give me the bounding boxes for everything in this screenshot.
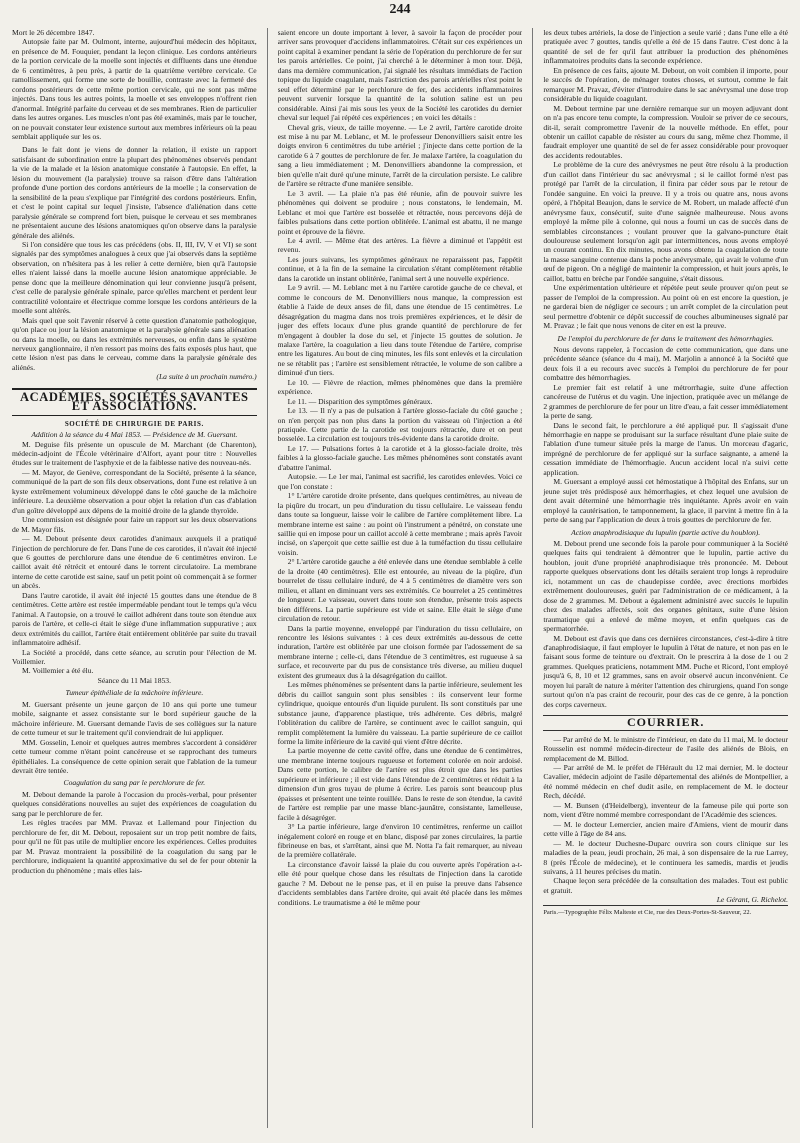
paragraph: — M. le docteur Lemercier, ancien maire d'Amiens, vient de mourir dans cette ville à l'âge de 84 ans. [543, 819, 788, 839]
courrier-heading: COURRIER. [543, 715, 788, 730]
paragraph: La circonstance d'avoir laissé la plaie du cou ouverte après l'opération a-t-elle été pour quelque chose dans les résultats de l'injection dans la carotide gauche ? M. Debout ne le pense pas, et il en puise la preuve dans l'absence d'accidents semblables dans l'artère droite, qui avait été placée dans les mêmes conditions. Le traumatisme a été le même pour [277, 859, 523, 907]
paragraph: La partie moyenne de cette cavité offre, dans une étendue de 6 centimètres, une membrane interne toujours rugueuse et fortement colorée en noir ardoisé. Dans cette portion, le calibre de l'artère est plus étroit que dans les parties supérieure et inférieure ; il est vide dans l'étendue de 2 centimètres et réduit à la dimension d'un gros tuyau de plume à écrire. Les parois sont beaucoup plus épaisses et présentent une teinte rouillée. Dans le reste de son étendue, la cavité de l'artère est remplie par une masse blanc-jaunâtre, consistante, lamelleuse, facile à désagréger. [277, 746, 523, 822]
subheading: Tumeur épithéliale de la mâchoire inférieure. [65, 688, 204, 698]
paragraph: M. Guersant a employé aussi cet hémostatique à l'hôpital des Enfans, sur un jeune sujet très prédisposé aux hémorrhagies, et chez lequel une avulsion de dent avait déterminé une hémorrhagie très inquiétante. Après avoir en vain employé la cautérisation, le tamponnement, la glace, il parvint à mettre fin à la perte de sang par l'application de deux à trois gouttes de perchlorure de fer. [543, 477, 788, 525]
paragraph: — M. Mayor, de Genève, correspondant de la Société, présente à la séance, communiqué de la part de son fils deux observations, dont l'une est relative à un kyste extrêmement volumineux développé dans le côté gauche de la mâchoire inférieure. La deuxième observation a pour objet la relation d'un cas d'ablation d'un goître développé aux dépens de la moitié droite de la glande thyroïde. [12, 467, 257, 515]
paragraph: Les jours suivans, les symptômes généraux ne reparaissent pas, l'appétit continue, et à la fin de la semaine la circulation s'étant complètement rétablie dans la carotide un instant oblitérée, l'animal sert à une nouvelle expérience. [277, 254, 523, 283]
paragraph: Dans le second fait, le perchlorure a été appliqué pur. Il s'agissait d'une hémorrhagie en nappe se produisant sur la surface résultant d'une plaie suite de l'ablation d'une tumeur située près la marge de l'anus. Un morceau d'agaric, imprégné de perchlorure de fer appliqué sur la surface saignante, a amené la cessation immédiate de l'hémorrhagie. Aucun accident local n'a suivi cette application. [543, 420, 788, 477]
continuation-note: (La suite à un prochain numéro.) [156, 372, 257, 382]
paragraph: Le 17. — Pulsations fortes à la carotide et à la glosso-faciale droite, très faibles à la glosso-faciale gauche. Les mêmes phénomènes sont constatés avant d'abattre l'animal. [277, 443, 523, 472]
paragraph: Le 9 avril. — M. Leblanc met à nu l'artère carotide gauche de ce cheval, et comme le concours de M. Denonvilliers nous manque, la compression est établie à l'aide de deux anses de fil, dans une étendue de 15 centimètres. Le désagrégation du magma dans nos trois premières expériences, et le désir de juger des effets locaux d'une plus grande quantité de perchlorure de fer m'engagent à doubler la dose du sel, et j'injecte 15 gouttes de solution. Je malaxe l'artère, la coagulation a lieu dans toute l'étendue de l'artère, comprise entre les ligatures. Au bout de cinq minutes, les fils sont enlevés et la circulation ne se rétablit pas ; l'artère est sensiblement rétractée, le volume de son calibre a diminué d'un tiers. [277, 283, 523, 378]
column-3 [543, 28, 788, 1128]
paragraph: M. Voillemier a été élu. [22, 666, 94, 676]
paragraph: Dans l'autre carotide, il avait été injecté 15 gouttes dans une étendue de 8 centimètres. Cette artère est restée imperméable pendant tout le temps qu'a vécu l'animal. A l'autopsie, on a trouvé le caillot adhérent dans toute son étendue aux parois de l'artère, et celle-ci était le siège d'une inflammation suppurative ; aux deux extrémités du caillot, l'artère était entièrement oblitérée par suite du travail inflammatoire adhésif. [12, 590, 257, 648]
paragraph: Dans la partie moyenne, enveloppé par l'induration du tissu cellulaire, on rencontre les lésions suivantes : à ces deux extrémités au-dessous de cette induration, l'artère est oblitérée par une cloison formée par l'adossement de sa membrane interne ; celle-ci, dans l'étendue de 3 centimètres, est rugueuse à sa surface, et recouverte par du pus de consistance très diverse, au milieu duquel existent des grumeaux dus à la désagrégation du caillot. [277, 623, 523, 680]
paragraph: Les mêmes phénomènes se présentent dans la partie inférieure, seulement les débris du caillot sanguin sont plus sensibles : ils conservent leur forme cylindrique, quoique entourés d'un liquide purulent. Ils sont constitués par une substance jaune, d'apparence plastique, très adhérente. Ces débris, malgré l'oblitération du calibre de l'artère, se continuent avec le caillot sanguin, qui remplit complètement la lumière du vaisseau. La partie supérieure de ce caillot forme la limite inférieure de la cavité qui vient d'être décrite. [277, 680, 523, 746]
paragraph: Chaque leçon sera précédée de la consultation des malades. Tout est public et gratuit. [543, 876, 788, 895]
subheading: Action anaphrodisiaque du lupulin (partie active du houblon). [571, 527, 761, 537]
paragraph: La Société a procédé, dans cette séance, au scrutin pour l'élection de M. Voillemier. [12, 647, 257, 666]
paragraph: M. Deguise fils présente un opuscule de M. Marchant (de Charenton), médecin-adjoint de l'École vétérinaire d'Alfort, ayant pour titre : Nouvelles études sur le traitement de l'asphyxie et de la faiblesse native des nouveau-nés. [12, 439, 257, 468]
column-1 [12, 28, 257, 1128]
columns [12, 28, 788, 1128]
paragraph: Le 11. — Disparition des symptômes généraux. [287, 396, 433, 406]
column-divider [267, 28, 268, 1128]
session-heading: Addition à la séance du 4 Mai 1853. — Présidence de M. Guersant. [31, 430, 238, 440]
paragraph: M. Debout termine par une dernière remarque sur un moyen adjuvant dont on n'a pas encore tenu compte, la compression. Vouloir se priver de ce secours, dit-il, serait compromettre l'avenir de la nouvelle méthode. En effet, pour obtenir un caillot capable de résister au cours du sang, même chez l'homme, il faudrait employer une quantité de sel de fer assez considérable pour provoquer des accidents redoutables. [543, 103, 788, 160]
paragraph: Autopsie. — Le 1er mai, l'animal est sacrifié, les carotides enlevées. Voici ce que l'on constate : [277, 472, 523, 491]
paragraph: les deux tubes artériels, la dose de l'injection a seule varié ; dans l'une elle a été pratiquée avec 7 gouttes, tandis qu'elle a été de 15 dans l'autre. C'est donc à la quantité de sel de fer qu'il faut attribuer la production des phénomènes inflammatoires produits dans la seconde expérience. [543, 28, 788, 66]
paragraph: Mais quel que soit l'avenir réservé à cette question d'anatomie pathologique, qu'on place ou jour la lésion anatomique et la paralysie générale sans aliénation ou dans la moelle, ou dans les extrémités nerveuses, ou enfin dans le système nerveux ganglionnaire, il n'en ressort pas moins des faits exposés plus haut, que cette lésion n'est pas dans le cerveau, comme dans la paralysie générale des aliénés. [12, 315, 257, 372]
paragraph: Dans le fait dont je viens de donner la relation, il existe un rapport satisfaisant de subordination entre la plupart des phénomènes observés pendant la vie de la malade et la lésion anatomique constatée à l'autopsie. En effet, la lésion du mouvement (la paralysie) trouve sa raison d'être dans l'altération profonde d'une portion des cordons antérieurs de la moelle ; la conservation de la sensibilité de la peau s'explique par l'intégrité des cordons postérieurs. Enfin, et c'est le point capital sur lequel j'insiste, l'absence d'aliénation dans cette paralysie générale se comprend fort bien, puisque le cerveau et ses membranes ne présentaient aucune des lésions anatomiques qu'on observe dans la paralysie générale des aliénés. [12, 145, 257, 240]
paragraph: saient encore un doute important à lever, à savoir la façon de procéder pour arriver sans provoquer d'accidens inflammatoires. C'était sur ces expériences un point capital à examiner pendant la série de l'opération du perchlorure de fer sur les parois artérielles. Ce point, j'ai cherché à le déterminer à mon tour. Déjà, dans ma dernière communication, j'ai signalé les résultats immédiats de l'action topique du liquide coagulant, mais l'astriction des parois artérielles n'est point le seul effet déterminé par le perchlorure de fer, des accidents inflammatoires peuvent survenir lorsque la quantité de la solution saline est un peu considérable. Ainsi j'ai mis sous les yeux de la Société les carotides du dernier cheval sur lequel j'ai répété ces expériences ; en voici les détails : [277, 28, 523, 123]
column-2 [278, 28, 523, 1128]
paragraph: 3° La partie inférieure, large d'environ 10 centimètres, renferme un caillot inégalement coloré en rouge et en blanc, disposé par zones circulaires, la partie fibrineuse en bas, et s'arrêtant, ainsi que M. Notta l'a fait remarquer, au niveau de la première collatérale. [277, 822, 523, 860]
paragraph: Une commission est désignée pour faire un rapport sur les deux observations de M. Mayor fils. [12, 515, 257, 534]
paragraph: — M. Bunsen (d'Heidelberg), inventeur de la fameuse pile qui porte son nom, vient d'être nommé membre correspondant de l'Académie des sciences. [543, 800, 788, 820]
paragraph: Si l'on considère que tous les cas précédens (obs. II, III, IV, V et VI) se sont signalés par des symptômes analogues à ceux que j'ai observés dans la septième observation, on n'hésitera pas à les relier à cette dernière, bien qu'à l'autopsie elles n'aient laissé dans la moelle aucune lésion anatomique appréciable. Je pense donc que la meilleure dénomination qui leur convienne jusqu'à présent, c'est celle de paralysie générale spinale, parce qu'elles marchent et perdent leur contractilité volontaire et électrique comme lorsque les cordons antérieurs de la moelle sont altérés. [12, 239, 257, 316]
paragraph: — M. Debout présente deux carotides d'animaux auxquels il a pratiqué l'injection de perchlorure de fer. Dans l'une de ces carotides, il n'avait été injecté que 6 gouttes de perchlorure dans une étendue de 6 centimètres environ. Le caillot avait été rétrécit et entouré dans le torrent circulatoire. La membrane interne de cette carotide est saine, sauf un petit point où commençait à se former un abcès. [12, 534, 257, 591]
paragraph: Le premier fait est relatif à une métrorrhagie, suite d'une affection cancéreuse de l'utérus et du vagin. Une injection, pratiquée avec un mélange de 2 grammes de perchlorure de fer pour un litre d'eau, a fait cesser immédiatement la perte de sang. [543, 382, 788, 421]
paragraph: Autopsie faite par M. Oulmont, interne, aujourd'hui médecin des hôpitaux, en présence de M. Fouquier, pendant la leçon clinique. Les cordons antérieurs de la portion cervicale de la moelle sont injectés et diffluents dans une étendue de 6 centimètres, à peu près, à partir de la quatrième vertèbre cervicale. Ce ramollissement, qui forme une sorte de bouillie, contraste avec la fermeté des cordons postérieurs de cette même portion cervicale, qui ne sont pas même injectés. Dans tous les autres points, la moelle et ses enveloppes n'offrent rien d'anormal. Intégrité parfaite du cerveau et de ses membranes. Rien de particulier dans les autres organes. Les muscles n'ont pas été examinés, mais par le toucher, on ne pouvait constater leur existence surtout aux membres inférieurs où la peau semblait appliquée sur les os. [12, 37, 257, 141]
paragraph: — Par arrêté de M. le ministre de l'intérieur, en date du 11 mai, M. le docteur Rousselin est nommé médecin-directeur de l'asile des aliénés de Blois, en remplacement de M. Billod. [543, 734, 788, 763]
session-heading: Séance du 11 Mai 1853. [97, 675, 171, 685]
paragraph: Le 3 avril. — La plaie n'a pas été réunie, afin de pouvoir suivre les phénomènes qui doivent se produire ; nous constatons, le lendemain, M. Leblanc et moi que l'artère est bosselée et rétractée, nous percevons déjà de faibles pulsations dans cette portion oblitérée. L'animal est abattu, il ne mange point et éprouve de la fièvre. [277, 188, 523, 236]
paragraph: M. Debout est d'avis que dans ces dernières circonstances, c'est-à-dire à titre d'anaphrodisiaque, il faut employer le lupulin à l'état de nature, et non pas en le faisant sous forme de teinture ou d'extrait. On le prescrira à la dose de 1 ou 2 grammes. Quelques praticiens, notamment MM. Puche et Ricord, l'ont employé jusqu'à 6, 8, 10 et 12 grammes, sans en avoir observé aucun inconvénient. Ce moyen lui paraît de nature à mériter l'attention des chirurgiens, quand l'on songe surtout qu'on n'a pas craint de recourir, pour des cas de ce genre, à la ponction des corps caverneux. [543, 633, 788, 709]
paragraph: Le 4 avril. — Même état des artères. La fièvre a diminué et l'appétit est revenu. [277, 235, 523, 255]
paragraph: M. Debout prend une seconde fois la parole pour communiquer à la Société quelques faits qui tendraient à démontrer que le lupulin, partie active du houblon, jouit d'une propriété anaphrodisiaque très prononcée. M. Debout rapporte quelques observations dont les détails seraient trop longs à reproduire ici, notamment un cas de chaudepisse cordée, avec érections morbides extrêmement douloureuses, guéri par l'administration de ce médicament, à la dose de 2 grammes. M. Debout a également administré avec succès le lupulin chez des malades affectés, soit des organes génitaux, suite d'une lésion traumatique qui a enlevé de même moyen, et enfin quelques cas de spermatorrhée. [543, 539, 788, 634]
paragraph: MM. Gosselin, Lenoir et quelques autres membres s'accordent à considérer cette tumeur comme n'étant point cancéreuse et se rapprochant des tumeurs épithéliales. La conséquence de cette opinion serait que l'ablation de la tumeur devrait être tentée. [12, 737, 257, 775]
paragraph: En présence de ces faits, ajoute M. Debout, on voit combien il importe, pour le succès de l'opération, de ménager toutes choses, et surtout, comme le fait remarquer M. Pravaz, d'éviter d'introduire dans le sac anévrysmal une dose trop considérable du liquide coagulant. [543, 65, 788, 104]
page-number: 244 [389, 2, 411, 17]
paragraph: M. Debout demande la parole à l'occasion du procès-verbal, pour présenter quelques considérations nouvelles au sujet des expériences de coagulation du sang par le perchlorure de fer. [12, 789, 257, 818]
paragraph: Mort le 26 décembre 1847. [12, 28, 95, 37]
paragraph: Cheval gris, vieux, de taille moyenne. — Le 2 avril, l'artère carotide droite est mise à nu par M. Leblanc, et M. le professeur Denonvilliers saisit entre les doigts environ 6 centimètres du tube artériel ; j'injecte dans cette portion de la carotide 6 à 7 gouttes de perchlorure de fer. Je malaxe l'artère, la coagulation du sang a lieu immédiatement ; M. Denonvilliers abandonne la compression, et bien qu'elle n'ait duré qu'une minute, l'arrêt de la circulation persiste. Le calibre de l'artère se rétracte d'une manière sensible. [277, 122, 523, 189]
paragraph: 1° L'artère carotide droite présente, dans quelques centimètres, au niveau de la piqûre du trocart, un peu d'induration du tissu cellulaire. Le vaisseau fendu dans toute sa longueur, laisse voir le calibre de l'artère complètement libre. La membrane interne est saine : au point où l'instrument a pénétré, on constate une saillie qui en impose pour un caillot accolé à cette membrane ; mais après l'avoir incisé, on s'aperçoit que cette saillie est due à la tuméfaction du tissu cellulaire voisin. [277, 491, 523, 557]
paragraph: Nous devons rappeler, à l'occasion de cette communication, que dans une précédente séance (séance du 4 mai), M. Marjolin a annoncé à la Société que deux fois il a eu recours avec succès à l'emploi du perchlorure de fer pour combattre des hémorrhagies. [543, 344, 788, 383]
paragraph: M. Guersant présente un jeune garçon de 10 ans qui porte une tumeur mobile, saignante et assez consistante sur le bord supérieur gauche de la mâchoire inférieure. M. Guersant demande l'avis de ses collègues sur la nature de cette tumeur et sur le traitement qu'il conviendrait de lui appliquer. [12, 699, 257, 738]
paragraph: Le problème de la cure des anévrysmes ne peut être résolu à la production d'un caillot dans l'intérieur du sac anévrysmal ; si le caillot formé n'est pas protégé par l'arrêt de la circulation, il finira par céder sous par le retour de l'ondée sanguine. En voici la preuve. Il y a trois ou quatre ans, nous avons opéré, à l'hôpital Beaujon, dans le service de M. Robert, un malade affecté d'un anévrysme faux, consécutif, suite d'une saignée malheureuse. Nous avons employé la même pile à colonne, qui nous a fourni un cas de succès dans de semblables circonstances ; voulant prouver que la galvano-puncture était douloureuse seulement lorsqu'on agit par intermittences, nous avons employé un courant continu. En dix minutes, nous avons obtenu la coagulation de toute la masse sanguine contenue dans la poche anévrysmale, qui avait le volume d'un œuf de pigeon. On a négligé de maintenir la compression, et huit jours après, le caillot, battu en brèche par l'ondée sanguine, s'était dissous. [543, 160, 788, 283]
printer-footer: Paris.—Typographie Félix Malteste et Cie, rue des Deux-Portes-St-Sauveur, 22. [543, 905, 788, 917]
section-heading: ACADÉMIES, SOCIÉTÉS SAVANTES ET ASSOCIATIONS. [12, 388, 257, 416]
paragraph: — M. le docteur Duchesne-Duparc ouvrira son cours clinique sur les maladies de la peau, jeudi prochain, 26 mai, à son dispensaire de la rue Larrey, 8 (près l'École de médecine), et le continuera les samedis, mardis et jeudis suivans, à 11 heures précises du matin. [543, 838, 788, 876]
paragraph: Les règles tracées par MM. Pravaz et Lallemand pour l'injection du perchlorure de fer, dit M. Debout, reposaient sur un trop petit nombre de faits, pour qu'il ne fût pas utile de multiplier encore les expériences. Celles produites par M. Pravaz montraient la possibilité de la coagulation du sang par le perchlorure, indiquaient la quantité approximative du sel de fer pour obtenir la production du phénomène ; mais elles lais- [12, 818, 257, 875]
paragraph: Le 10. — Fièvre de réaction, mêmes phénomènes que dans la première expérience. [277, 377, 523, 397]
signature: Le Gérant, G. Richelot. [716, 895, 788, 905]
subheading: Coagulation du sang par le perchlorure de fer. [63, 778, 206, 788]
society-heading: SOCIÉTÉ DE CHIRURGIE DE PARIS. [64, 419, 204, 428]
paragraph: Une expérimentation ultérieure et répétée peut seule prouver qu'on peut se passer de l'emploi de la compression. Au point où en est encore la question, je ne garderai bien de négliger ce secours ; un arrêt complet de la circulation peut seul permettre d'obtenir ce dépôt successif de couches albumineuses signalé par M. Pravaz ; le fait que nous venons de citer en est la preuve. [543, 283, 788, 331]
column-divider [532, 28, 533, 1128]
paragraph: Le 13. — Il n'y a pas de pulsation à l'artère glosso-faciale du côté gauche ; on n'en perçoit pas non plus dans la portion du vaisseau où l'injection a été pratiquée. Cette partie de la carotide est toujours rétractée, dure et on peut bosselée. La circulation est toujours très-évidente dans la carotide droite. [277, 406, 523, 444]
paragraph: — Par arrêté de M. le préfet de l'Hérault du 12 mai dernier, M. le docteur Cavalier, médecin adjoint de l'asile départemental des aliénés de Montpellier, a été nommé médecin en chef dudit asile, en remplacement de M. le docteur Rech, décédé. [543, 762, 788, 801]
subheading: De l'emploi du perchlorure de fer dans le traitement des hémorrhagies. [557, 333, 774, 343]
paragraph: 2° L'artère carotide gauche a été enlevée dans une étendue semblable à celle de la droite (40 centimètres). Elle est entourée, au niveau de la piqûre, d'un bourrelet de tissu cellulaire induré, de 4 à 5 centimètres de diamètre vers son milieu, et allant en diminuant vers ses extrémités. Ce bourrelet a 25 centimètres de longueur. Le vaisseau, ouvert dans toute son étendue, présente trois aspects bien différens. La partie supérieure est vide et saine. Elle était le siège d'une circulation de retour. [277, 557, 523, 624]
